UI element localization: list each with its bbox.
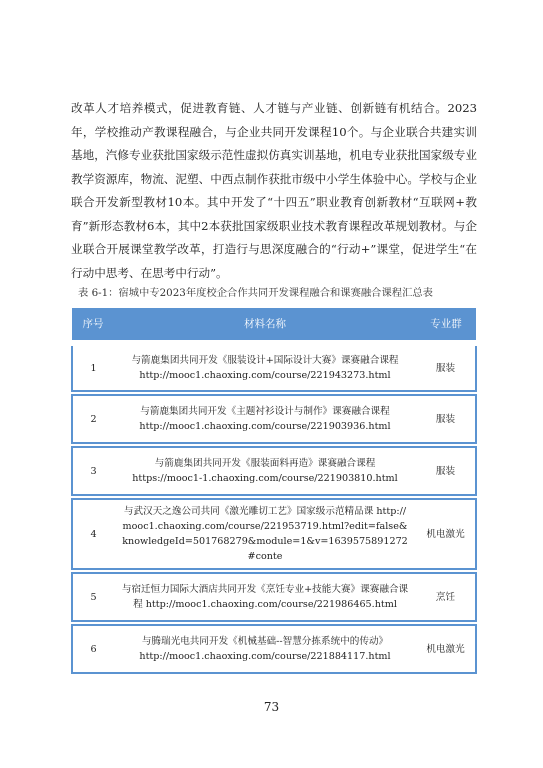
table-row <box>72 499 476 569</box>
row-group: 服装 <box>416 447 476 495</box>
table-row <box>72 447 476 495</box>
table-row <box>72 573 476 621</box>
course-table <box>71 308 477 674</box>
row-group: 机电激光 <box>416 625 476 673</box>
row-material: 与箭鹿集团共同开发《主题衬衫设计与制作》课赛融合课程 http://mooc1.chaoxing.com/course/221903936.html <box>114 395 416 443</box>
row-material: 与宿迁恒力国际大酒店共同开发《烹饪专业+技能大赛》课赛融合课程 http://mooc1.chaoxing.com/course/221986465.html <box>114 573 416 621</box>
row-material: 与武汉天之逸公司共同《激光雕切工艺》国家级示范精品课 http://mooc1.chaoxing.com/course/221953719.html?edit=false&knowledgeId=501768279&module=1&v=1639575891272#conte <box>114 499 416 569</box>
row-no: 1 <box>72 343 114 391</box>
table-row <box>72 343 476 391</box>
header-group: 专业群 <box>416 308 476 343</box>
page-number: 73 <box>263 700 280 714</box>
table-header-row <box>72 308 476 343</box>
row-group: 服装 <box>416 395 476 443</box>
row-no: 6 <box>72 625 114 673</box>
table-caption: 表 6-1：宿城中专2023年度校企合作共同开发课程融合和课赛融合课程汇总表 <box>78 287 433 299</box>
row-no: 5 <box>72 573 114 621</box>
row-group: 服装 <box>416 343 476 391</box>
table-row <box>72 625 476 673</box>
row-group: 机电激光 <box>416 499 476 569</box>
header-material: 材料名称 <box>114 308 416 343</box>
row-material: 与箭鹿集团共同开发《服装面料再造》课赛融合课程 https://mooc1-1.chaoxing.com/course/221903810.html <box>114 447 416 495</box>
header-no: 序号 <box>72 308 114 343</box>
row-no: 2 <box>72 395 114 443</box>
body-paragraph <box>71 97 477 285</box>
row-group: 烹饪 <box>416 573 476 621</box>
row-no: 3 <box>72 447 114 495</box>
row-material: 与腾瑞光电共同开发《机械基础--智慧分拣系统中的传动》 http://mooc1.chaoxing.com/course/221884117.html <box>114 625 416 673</box>
row-material: 与箭鹿集团共同开发《服装设计+国际设计大赛》课赛融合课程 http://mooc1.chaoxing.com/course/221943273.html <box>114 343 416 391</box>
paragraph-text: 改革人才培养模式，促进教育链、人才链与产业链、创新链有机结合。2023年，学校推动产教课程融合，与企业共同开发课程10个。与企业联合共建实训基地，汽修专业获批国家级示范性虚拟仿真实训基地，机电专业获批国家级专业教学资源库，物流、泥塑、中西点制作获批市级中小学生体验中心。学校与企业联合开发新型教材10本。其中开发了“十四五”职业教育创新教材“互联网+教育”新形态教材6本，其中2本获批国家级职业技术教育课程改革规划教材。与企业联合开展课堂教学改革，打造行与思深度融合的“行动+”课堂，促进学生“在行动中思考、在思考中行动”。 <box>71 101 477 280</box>
table-row <box>72 395 476 443</box>
row-no: 4 <box>72 499 114 569</box>
